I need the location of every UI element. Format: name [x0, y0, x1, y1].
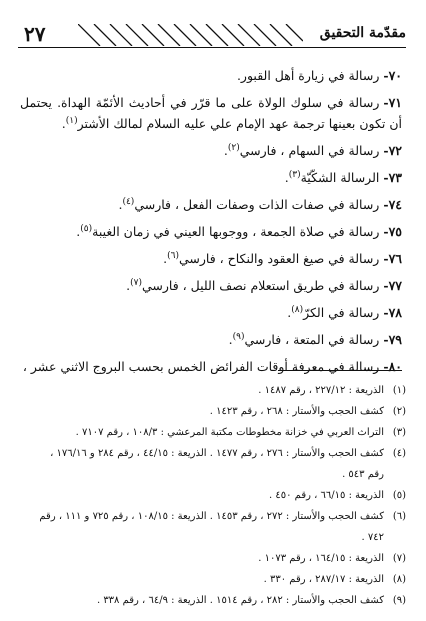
entry-71: ٧١-رسالة في سلوك الولاة على ما قرّر في أحاديث الأئمّة الهداة. يحتمل أن تكون بعينها ترجمة عهد الإمام علي عليه السلام لمالك الأشتر$^{(١)}$. — [20, 95, 402, 131]
footnote-number: (٣) — [392, 427, 406, 438]
footnote-text: التراث العربي في خزانة مخطوطات مكتبة المرعشي : ١٠٨/٣ ، رقم ٧١٠٧ . — [75, 427, 384, 438]
entry-text: رسالة في السهام ، فارسي — [239, 143, 380, 158]
footnote-9 — [20, 590, 406, 611]
entry-75: ٧٥-رسالة في صلاة الجمعة ، ووجوبها العيني في زمان الغيبة$^{(٥)}$. — [76, 223, 402, 239]
footnote-number: (٩) — [392, 595, 406, 606]
footnote-ref[interactable]: (٤) — [122, 196, 135, 207]
entry-text: رسالة في الكرّ — [303, 305, 380, 320]
footnote-text: كشف الحجب والأستار : ٢٧٦ ، رقم ١٤٧٧ . الذريعة : ٤٤/١٥ ، رقم ٢٨٤ و ١٧٦/١٦ ، — [50, 448, 384, 459]
entry-end: . — [287, 305, 292, 320]
entry-number: ٧٧ — [388, 278, 402, 293]
entry-number: ٧٣ — [388, 170, 402, 185]
footnote-ref[interactable]: (٢) — [227, 142, 240, 153]
entry-text: رسالة في المتعة ، فارسي — [244, 332, 380, 347]
entry-end: . — [284, 170, 289, 185]
footnote-text-continued: ٧٤٢ . — [361, 532, 384, 543]
footnote-4 — [20, 443, 406, 464]
footnote-ref[interactable]: (٧) — [130, 277, 142, 288]
entry-text: رسالة في صفات الذات وصفات الفعل ، فارسي — [134, 197, 380, 212]
entry-number: ٧٢ — [388, 143, 402, 158]
entry-text: رسالة في زيارة أهل القبور. — [236, 68, 380, 83]
footnote-number: (٧) — [392, 553, 406, 564]
entry-78: ٧٨-رسالة في الكرّ$^{(٨)}$. — [287, 304, 402, 320]
footnote-text-continued: رقم ٥٤٣ . — [342, 469, 384, 480]
header-hatch-decoration — [78, 24, 303, 46]
footnote-text: الذريعة : ٢٨٧/١٧ ، رقم ٣٣٠ . — [263, 574, 384, 585]
entry-number: ٨٠ — [388, 359, 402, 374]
footnote-list — [20, 380, 406, 611]
footnote-text: كشف الحجب والأستار : ٢٦٨ ، رقم ١٤٢٣ . — [209, 406, 384, 417]
entry-number: ٧٥ — [388, 224, 402, 239]
entry-text: رسالة في صيغ العقود والنكاح ، فارسي — [178, 251, 380, 266]
page-number: ٢٧ — [24, 22, 46, 46]
footnote-separator — [278, 370, 402, 371]
entry-70: ٧٠-رسالة في زيارة أهل القبور. — [236, 68, 402, 83]
entry-text: الرسالة الشكّيّة — [300, 170, 380, 185]
entry-text-continued: تكون بعينها ترجمة عهد الإمام علي عليه السلام لمالك الأشتر — [77, 116, 386, 131]
entry-76: ٧٦-رسالة في صيغ العقود والنكاح ، فارسي$^{(٦)}$. — [163, 250, 402, 266]
footnote-text: الذريعة : ٢٢٧/١٢ ، رقم ١٤٨٧ . — [258, 385, 384, 396]
footnote-3 — [20, 422, 406, 443]
entry-text: رسالة في معرفة أوقات الفرائض الخمس بحسب البروج الاثني عشر ، — [22, 359, 380, 374]
footnote-ref[interactable]: (٩) — [232, 331, 245, 342]
entry-end: . — [76, 224, 81, 239]
footnote-ref[interactable]: (٨) — [291, 304, 304, 315]
entry-74: ٧٤-رسالة في صفات الذات وصفات الفعل ، فارسي$^{(٤)}$. — [118, 196, 402, 212]
entry-end: . — [228, 332, 233, 347]
footnote-ref[interactable]: (٥) — [80, 223, 93, 234]
footnote-number: (٥) — [392, 490, 406, 501]
footnote-5 — [20, 485, 406, 506]
footnote-text: كشف الحجب والأستار : ٢٧٢ ، رقم ١٤٥٣ . الذريعة : ١٠٨/١٥ ، رقم ٧٢٥ و ١١١ ، رقم — [39, 511, 384, 522]
entry-end: . — [223, 143, 228, 158]
entry-end: . — [163, 251, 168, 266]
footnote-6-continued — [20, 527, 406, 548]
footnote-ref[interactable]: (٦) — [167, 250, 179, 261]
entry-list — [20, 62, 402, 380]
footnote-text: الذريعة : ١٦٤/١٥ ، رقم ١٠٧٣ . — [258, 553, 384, 564]
footnote-1 — [20, 380, 406, 401]
entry-number: ٧١ — [388, 95, 402, 110]
entry-80: ٨٠-رسالة في معرفة أوقات الفرائض الخمس بحسب البروج الاثني عشر ، — [22, 359, 402, 374]
entry-number: ٧٤ — [388, 197, 402, 212]
entry-73: ٧٣-الرسالة الشكّيّة$^{(٣)}$. — [284, 169, 402, 185]
entry-79: ٧٩-رسالة في المتعة ، فارسي$^{(٩)}$. — [228, 331, 402, 347]
entry-77: ٧٧-رسالة في طريق استعلام نصف الليل ، فارسي$^{(٧)}$. — [126, 277, 402, 293]
footnote-ref[interactable]: (١) — [65, 115, 78, 126]
page-header — [18, 22, 406, 48]
entry-end: . — [126, 278, 131, 293]
entry-number: ٧٩ — [388, 332, 402, 347]
footnote-6 — [20, 506, 406, 527]
footnote-number: (٦) — [392, 511, 406, 522]
entry-72: ٧٢-رسالة في السهام ، فارسي$^{(٢)}$. — [223, 142, 402, 158]
entry-number: ٧٠ — [388, 68, 402, 83]
entry-end: . — [118, 197, 123, 212]
entry-end: . — [61, 116, 66, 131]
footnote-ref[interactable]: (٣) — [288, 169, 301, 180]
footnote-2 — [20, 401, 406, 422]
header-rule — [18, 47, 406, 48]
entry-text: رسالة في طريق استعلام نصف الليل ، فارسي — [141, 278, 380, 293]
footnote-text: كشف الحجب والأستار : ٢٨٢ ، رقم ١٥١٤ . الذريعة : ٦٤/٩ ، رقم ٣٣٨ . — [96, 595, 384, 606]
footnote-number: (٢) — [392, 406, 406, 417]
footnote-number: (١) — [392, 385, 406, 396]
footnote-4-continued — [20, 464, 406, 485]
entry-number: ٧٨ — [388, 305, 402, 320]
footnote-text: الذريعة : ٦٦/١٥ ، رقم ٤٥٠ . — [269, 490, 384, 501]
footnote-number: (٨) — [392, 574, 406, 585]
footnote-8 — [20, 569, 406, 590]
footnote-number: (٤) — [392, 448, 406, 459]
header-title: مقدّمة التحقيق — [319, 25, 406, 41]
footnote-7 — [20, 548, 406, 569]
entry-text: رسالة في سلوك الولاة على ما قرّر في أحاديث الأئمّة الهداة. يحتمل أن — [20, 95, 402, 131]
entry-text: رسالة في صلاة الجمعة ، ووجوبها العيني في زمان الغيبة — [92, 224, 380, 239]
entry-number: ٧٦ — [388, 251, 402, 266]
